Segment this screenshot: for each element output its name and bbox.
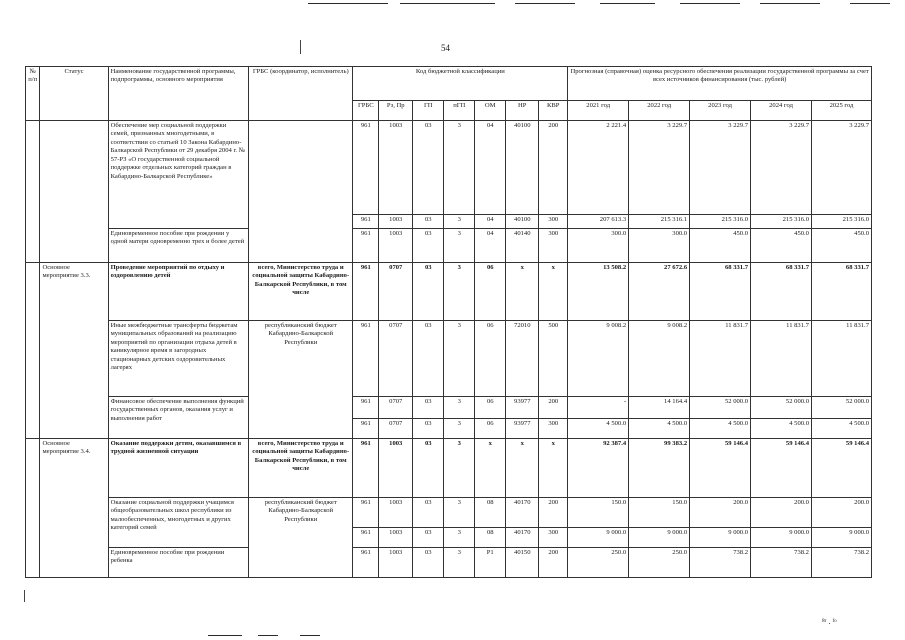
- code-cell: 200: [539, 498, 568, 528]
- row-grbs: всего, Министерство труда и социальной защиты Кабардино-Балкарской Республики, в том числе: [249, 263, 353, 321]
- code-cell: 0707: [379, 419, 413, 439]
- value-cell: 215 316.0: [751, 215, 812, 229]
- value-cell: 9 000.0: [629, 528, 690, 548]
- code-cell: 40140: [506, 229, 539, 263]
- code-cell: 04: [475, 215, 506, 229]
- code-cell: 08: [475, 498, 506, 528]
- scan-mark: [24, 590, 25, 602]
- code-cell: 06: [475, 397, 506, 419]
- value-cell: 11 831.7: [751, 321, 812, 397]
- value-cell: 9 000.0: [568, 528, 629, 548]
- code-cell: 300: [539, 215, 568, 229]
- row-number: [26, 439, 40, 578]
- code-cell: 03: [413, 215, 444, 229]
- header-code-group: Код бюджетной классификации: [353, 67, 568, 101]
- value-cell: 99 383.2: [629, 439, 690, 498]
- code-col-header: НР: [506, 101, 539, 121]
- code-cell: 200: [539, 121, 568, 215]
- value-cell: 68 331.7: [751, 263, 812, 321]
- year-header: 2024 год: [751, 101, 812, 121]
- code-cell: 93977: [506, 397, 539, 419]
- value-cell: 3 229.7: [629, 121, 690, 215]
- value-cell: 450.0: [751, 229, 812, 263]
- row-grbs: республиканский бюджет Кабардино-Балкарской Республики: [249, 321, 353, 439]
- code-cell: 961: [353, 321, 379, 397]
- code-cell: 06: [475, 263, 506, 321]
- scan-top-line: [600, 3, 655, 4]
- row-name: Оказание поддержки детям, оказавшимся в трудной жизненной ситуации: [108, 439, 248, 498]
- value-cell: 59 146.4: [751, 439, 812, 498]
- code-cell: 961: [353, 121, 379, 215]
- scan-top-line: [680, 3, 740, 4]
- scan-top-line: [400, 3, 495, 4]
- code-cell: 06: [475, 321, 506, 397]
- table-row: [26, 439, 872, 498]
- code-cell: 961: [353, 419, 379, 439]
- code-col-header: ГП: [413, 101, 444, 121]
- table-row: [26, 548, 872, 578]
- year-header: 2022 год: [629, 101, 690, 121]
- value-cell: 9 000.0: [751, 528, 812, 548]
- code-cell: 200: [539, 397, 568, 419]
- footer-mark: ⁸ʳ . ᶠᵒ: [822, 617, 837, 626]
- scan-top-line: [308, 3, 388, 4]
- code-cell: 961: [353, 548, 379, 578]
- code-cell: 300: [539, 419, 568, 439]
- code-cell: 0707: [379, 397, 413, 419]
- header-num: № п/п: [26, 67, 40, 121]
- code-cell: 300: [539, 229, 568, 263]
- code-cell: 06: [475, 419, 506, 439]
- code-cell: 961: [353, 498, 379, 528]
- year-header: 2021 год: [568, 101, 629, 121]
- value-cell: 200.0: [811, 498, 871, 528]
- value-cell: 450.0: [690, 229, 751, 263]
- value-cell: 300.0: [568, 229, 629, 263]
- code-cell: 3: [444, 439, 475, 498]
- code-cell: 3: [444, 528, 475, 548]
- table-row: [26, 397, 872, 419]
- scan-mark: [300, 40, 301, 54]
- value-cell: 207 613.3: [568, 215, 629, 229]
- code-col-header: КВР: [539, 101, 568, 121]
- code-cell: 03: [413, 397, 444, 419]
- page-number: 54: [441, 43, 450, 53]
- header-status: Статус: [40, 67, 108, 121]
- code-cell: 1003: [379, 215, 413, 229]
- code-col-header: ГРБС: [353, 101, 379, 121]
- row-name: Оказание социальной поддержки учащимся общеобразовательных школ республики из малообеспеченных, многодетных и других категорий семей: [108, 498, 248, 548]
- value-cell: 3 229.7: [751, 121, 812, 215]
- code-cell: 3: [444, 229, 475, 263]
- code-cell: 04: [475, 229, 506, 263]
- code-col-header: ОМ: [475, 101, 506, 121]
- scan-top-line: [850, 3, 890, 4]
- code-cell: х: [475, 439, 506, 498]
- value-cell: 215 316.1: [629, 215, 690, 229]
- value-cell: 9 008.2: [568, 321, 629, 397]
- value-cell: 200.0: [690, 498, 751, 528]
- code-cell: 200: [539, 548, 568, 578]
- code-col-header: Рз, Пр: [379, 101, 413, 121]
- code-cell: 03: [413, 528, 444, 548]
- value-cell: 738.2: [751, 548, 812, 578]
- value-cell: 52 000.0: [751, 397, 812, 419]
- code-cell: 3: [444, 397, 475, 419]
- value-cell: 68 331.7: [811, 263, 871, 321]
- code-cell: 03: [413, 498, 444, 528]
- code-cell: 500: [539, 321, 568, 397]
- value-cell: 738.2: [690, 548, 751, 578]
- value-cell: 450.0: [811, 229, 871, 263]
- code-cell: 40170: [506, 498, 539, 528]
- header-forecast-group: Прогнозная (справочная) оценка ресурсного обеспечения реализации государственной программы за счет всех источников финансирования (тыс. рублей): [568, 67, 872, 101]
- code-cell: 3: [444, 498, 475, 528]
- value-cell: 4 500.0: [629, 419, 690, 439]
- code-col-header: пГП: [444, 101, 475, 121]
- code-cell: 1003: [379, 439, 413, 498]
- code-cell: 961: [353, 397, 379, 419]
- value-cell: 68 331.7: [690, 263, 751, 321]
- value-cell: 4 500.0: [690, 419, 751, 439]
- code-cell: 03: [413, 229, 444, 263]
- code-cell: 3: [444, 215, 475, 229]
- value-cell: 27 672.6: [629, 263, 690, 321]
- code-cell: 3: [444, 121, 475, 215]
- code-cell: х: [539, 263, 568, 321]
- row-status: Основное мероприятие 3.4.: [40, 439, 108, 578]
- code-cell: х: [506, 263, 539, 321]
- value-cell: 215 316.0: [690, 215, 751, 229]
- value-cell: -: [568, 397, 629, 419]
- code-cell: 961: [353, 229, 379, 263]
- code-cell: 03: [413, 121, 444, 215]
- header-name: Наименование государственной программы, подпрограммы, основного мероприятия: [108, 67, 248, 121]
- scan-bottom-line: [300, 635, 320, 636]
- row-status: [40, 121, 108, 263]
- scan-top-line: [760, 3, 820, 4]
- row-number: [26, 121, 40, 263]
- code-cell: х: [506, 439, 539, 498]
- table-row: [26, 498, 872, 528]
- code-cell: 0707: [379, 263, 413, 321]
- code-cell: 40170: [506, 528, 539, 548]
- code-cell: 03: [413, 321, 444, 397]
- table-row: [26, 321, 872, 397]
- row-name: Финансовое обеспечение выполнения функций государственных органов, оказания услуг и выполнения работ: [108, 397, 248, 439]
- row-name: Проведение мероприятий по отдыху и оздоровлению детей: [108, 263, 248, 321]
- code-cell: 40100: [506, 121, 539, 215]
- value-cell: 4 500.0: [568, 419, 629, 439]
- code-cell: 1003: [379, 548, 413, 578]
- code-cell: 961: [353, 528, 379, 548]
- code-cell: 93977: [506, 419, 539, 439]
- value-cell: 200.0: [751, 498, 812, 528]
- value-cell: 3 229.7: [690, 121, 751, 215]
- value-cell: 52 000.0: [811, 397, 871, 419]
- header-grbs: ГРБС (координатор, исполнитель): [249, 67, 353, 121]
- code-cell: 300: [539, 528, 568, 548]
- value-cell: 59 146.4: [811, 439, 871, 498]
- code-cell: 03: [413, 548, 444, 578]
- code-cell: 961: [353, 215, 379, 229]
- row-name: Единовременное пособие при рождении у одной матери одновременно трех и более детей: [108, 229, 248, 263]
- table-row: [26, 229, 872, 263]
- row-name: Единовременное пособие при рождении ребенка: [108, 548, 248, 578]
- table-row: [26, 121, 872, 215]
- value-cell: 300.0: [629, 229, 690, 263]
- code-cell: 03: [413, 263, 444, 321]
- code-cell: 1003: [379, 528, 413, 548]
- code-cell: P1: [475, 548, 506, 578]
- code-cell: 03: [413, 439, 444, 498]
- value-cell: 92 387.4: [568, 439, 629, 498]
- row-grbs: [249, 121, 353, 263]
- code-cell: х: [539, 439, 568, 498]
- value-cell: 738.2: [811, 548, 871, 578]
- table-row: [26, 263, 872, 321]
- code-cell: 3: [444, 548, 475, 578]
- code-cell: 04: [475, 121, 506, 215]
- scan-top-line: [515, 3, 575, 4]
- value-cell: 2 221.4: [568, 121, 629, 215]
- value-cell: 4 500.0: [811, 419, 871, 439]
- value-cell: 9 000.0: [811, 528, 871, 548]
- row-name: Обеспечение мер социальной поддержки семей, признанных многодетными, в соответствии со статьей 10 Закона Кабардино-Балкарской Республики от 29 декабря 2004 г. № 57-РЗ «О государственной социальной поддержке отдельных категорий граждан в Кабардино-Балкарской Республике»: [108, 121, 248, 229]
- code-cell: 0707: [379, 321, 413, 397]
- row-grbs: всего, Министерство труда и социальной защиты Кабардино-Балкарской Республики, в том числе: [249, 439, 353, 498]
- value-cell: 9 008.2: [629, 321, 690, 397]
- value-cell: 150.0: [568, 498, 629, 528]
- value-cell: 150.0: [629, 498, 690, 528]
- scan-bottom-line: [258, 635, 278, 636]
- code-cell: 40150: [506, 548, 539, 578]
- value-cell: 52 000.0: [690, 397, 751, 419]
- value-cell: 14 164.4: [629, 397, 690, 419]
- row-grbs: республиканский бюджет Кабардино-Балкарской Республики: [249, 498, 353, 578]
- code-cell: 1003: [379, 229, 413, 263]
- year-header: 2023 год: [690, 101, 751, 121]
- code-cell: 961: [353, 439, 379, 498]
- value-cell: 9 000.0: [690, 528, 751, 548]
- code-cell: 40100: [506, 215, 539, 229]
- budget-table: [25, 66, 872, 578]
- code-cell: 72010: [506, 321, 539, 397]
- code-cell: 03: [413, 419, 444, 439]
- value-cell: 11 831.7: [811, 321, 871, 397]
- row-number: [26, 263, 40, 439]
- header-row: [26, 67, 872, 101]
- scan-bottom-line: [208, 635, 242, 636]
- value-cell: 4 500.0: [751, 419, 812, 439]
- code-cell: 3: [444, 321, 475, 397]
- code-cell: 08: [475, 528, 506, 548]
- year-header: 2025 год: [811, 101, 871, 121]
- value-cell: 250.0: [629, 548, 690, 578]
- row-status: Основное мероприятие 3.3.: [40, 263, 108, 439]
- value-cell: 13 508.2: [568, 263, 629, 321]
- value-cell: 11 831.7: [690, 321, 751, 397]
- value-cell: 215 316.0: [811, 215, 871, 229]
- value-cell: 59 146.4: [690, 439, 751, 498]
- code-cell: 1003: [379, 121, 413, 215]
- code-cell: 3: [444, 419, 475, 439]
- value-cell: 250.0: [568, 548, 629, 578]
- code-cell: 961: [353, 263, 379, 321]
- code-cell: 1003: [379, 498, 413, 528]
- value-cell: 3 229.7: [811, 121, 871, 215]
- row-name: Иные межбюджетные трансферты бюджетам муниципальных образований на реализацию мероприятий по организации отдыха детей в каникулярное время в загородных стационарных детских оздоровительных лагерях: [108, 321, 248, 397]
- code-cell: 3: [444, 263, 475, 321]
